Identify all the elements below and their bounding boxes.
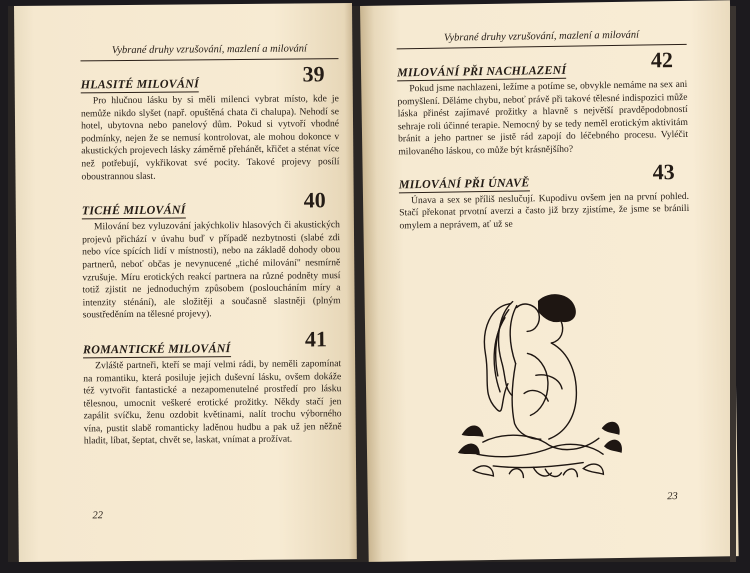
section-text: Únava a sex se příliš neslučují. Kupodivu ovšem jen na první pohled. Stačí překonat prvotní averzi a často již brzy zjistíme, že jsme se bránili omylem a neprávem, ať už se <box>399 190 690 232</box>
page-number: 23 <box>667 491 678 503</box>
right-page <box>360 0 739 562</box>
open-book <box>8 6 736 562</box>
book-edge <box>730 6 736 562</box>
header-rule <box>397 44 687 50</box>
section-text: Pokud jsme nachlazeni, ležíme a potíme se, obvykle nemáme na sex ani pomyšlení. Děláme chybu, neboť právě při takové tělesné indispozici může láska přinést zajímavé prožitky a hlavně s největší pravděpodobností sehraje roli účinné terapie. Nemocný by se tedy neměl erotickým aktivitám bránit a jeho partner se jistě rád zapojí do léčebného procesu. Vyléčit milovaného láskou, co může být krásnějšího? <box>397 78 689 158</box>
section-text: Zvláště partneři, kteří se mají velmi rádi, by neměli zapomínat na romantiku, která posiluje jejich duševní lásku, ovšem dokáže též vytvořit fantastické a nezapomenutelné prostředí pro lásku tělesnou, umocnit veškeré erotické prožitky. Někdy stačí jen zapálit svíčku, ženu ozdobit květinami, nalít trochu výborného vína, pustit slabě romanticky laděnou hudbu a pak už jen něžně hladit, líbat, šeptat, chvět se, laskat, vnímat a prožívat. <box>83 358 342 447</box>
section-39 <box>80 61 340 183</box>
section-41 <box>82 326 342 448</box>
page-number: 22 <box>92 510 103 522</box>
section-number: 39 <box>302 61 325 87</box>
section-43 <box>398 158 690 232</box>
running-header: Vybrané druhy vzrušování, mazlení a milování <box>111 43 307 57</box>
section-title: MILOVÁNÍ PŘI NACHLAZENÍ <box>396 62 567 80</box>
section-title: ROMANTICKÉ MILOVÁNÍ <box>82 341 231 357</box>
section-40 <box>81 187 341 322</box>
section-title: TICHÉ MILOVÁNÍ <box>81 202 186 218</box>
section-number: 40 <box>303 187 326 213</box>
header-rule <box>80 58 338 61</box>
embracing-couple-illustration <box>450 282 623 485</box>
section-title: HLASITÉ MILOVÁNÍ <box>80 76 199 92</box>
section-number: 42 <box>650 47 674 73</box>
section-text: Milování bez vyluzování jakýchkoliv hlasových či akustických projevů přichází v úvahu buď v případě nezbytnosti (slabé zdi nebo více spících lidí v místnosti), nebo na základě dohody obou partnerů, neboť občas je nevynucené „tiché milování" nesmírně vzrušuje. Míru erotických reakcí partnera na různé podněty musí totiž zjistit ne jednoduchým způsobem (posloucháním míry a intenzity sténání), ale složitěji a současně slastněji (plným soustředěním na tělesné projevy). <box>81 219 341 321</box>
section-text: Pro hlučnou lásku by si měli milenci vybrat místo, kde je nemůže nikdo slyšet (např. opuštěná chata či chalupa). Nehodí se hotel, ubytovna nebo panelový dům. Pokud si vytvoří vhodné podmínky, nejen že se nemusí kontrolovat, ale mohou dokonce v akustických projevech lásky záměrně přehánět, křičet a sténat více než potřebují, vykřikovat své pocity. Takové projevy posílí oboustrannou slast. <box>80 93 340 182</box>
section-42 <box>396 47 689 159</box>
section-title: MILOVÁNÍ PŘI ÚNAVĚ <box>398 174 530 191</box>
section-number: 41 <box>304 326 328 352</box>
section-number: 43 <box>652 158 675 184</box>
running-header: Vybrané druhy vzrušování, mazlení a milování <box>443 29 640 44</box>
left-page <box>14 3 357 562</box>
